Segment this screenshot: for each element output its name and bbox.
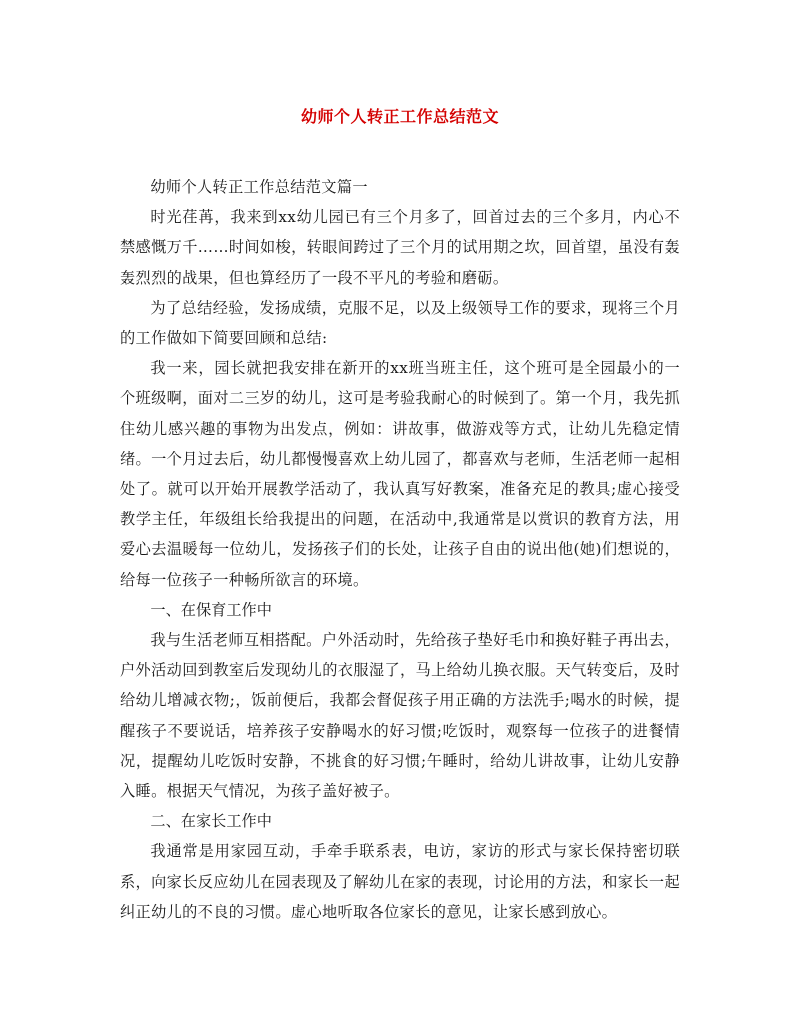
- section-text-care: 我与生活老师互相搭配。户外活动时，先给孩子垫好毛巾和换好鞋子再出去，户外活动回到教室后发现幼儿的衣服湿了，马上给幼儿换衣服。天气转变后，及时给幼儿增减衣物;，饭前便后，我都会督促孩子用正确的方法洗手;喝水的时候，提醒孩子不要说话，培养孩子安静喝水的好习惯;吃饭时，观察每一位孩子的进餐情况，提醒幼儿吃饭时安静，不挑食的好习惯;午睡时，给幼儿讲故事，让幼儿安静入睡。根据天气情况，为孩子盖好被子。: [120, 631, 680, 801]
- document-body: [120, 172, 680, 927]
- section-heading-care: 一、在保育工作中: [150, 600, 272, 619]
- document-title: 幼师个人转正工作总结范文: [300, 107, 499, 126]
- section-text-parents: 我通常是用家园互动，手牵手联系表，电访，家访的形式与家长保持密切联系，向家长反应幼儿在园表现及了解幼儿在家的表现，讨论用的方法，和家长一起纠正幼儿的不良的习惯。虚心地听取各位家长的意见，让家长感到放心。: [120, 842, 680, 921]
- paragraph-purpose: 为了总结经验，发扬成绩，克服不足，以及上级领导工作的要求，现将三个月的工作做如下简要回顾和总结:: [120, 298, 680, 348]
- paragraph-class-work: 我一来，园长就把我安排在新开的xx班当班主任，这个班可是全园最小的一个班级啊，面对二三岁的幼儿，这可是考验我耐心的时候到了。第一个月，我先抓住幼儿感兴趣的事物为出发点，例如：讲故事，做游戏等方式，让幼儿先稳定情绪。一个月过去后，幼儿都慢慢喜欢上幼儿园了，都喜欢与老师，生活老师一起相处了。就可以开始开展教学活动了，我认真写好教案，准备充足的教具;虚心接受教学主任，年级组长给我提出的问题，在活动中,我通常是以赏识的教育方法，用爱心去温暖每一位幼儿，发扬孩子们的长处，让孩子自由的说出他(她)们想说的，给每一位孩子一种畅所欲言的环境。: [120, 359, 680, 589]
- document-subtitle: 幼师个人转正工作总结范文篇一: [150, 178, 368, 196]
- paragraph-intro: 时光荏苒，我来到xx幼儿园已有三个月多了，回首过去的三个多月，内心不禁感慨万千……时间如梭，转眼间跨过了三个月的试用期之坎，回首望，虽没有轰轰烈烈的战果，但也算经历了一段不平凡的考验和磨砺。: [120, 208, 680, 287]
- section-heading-parents: 二、在家长工作中: [150, 812, 272, 831]
